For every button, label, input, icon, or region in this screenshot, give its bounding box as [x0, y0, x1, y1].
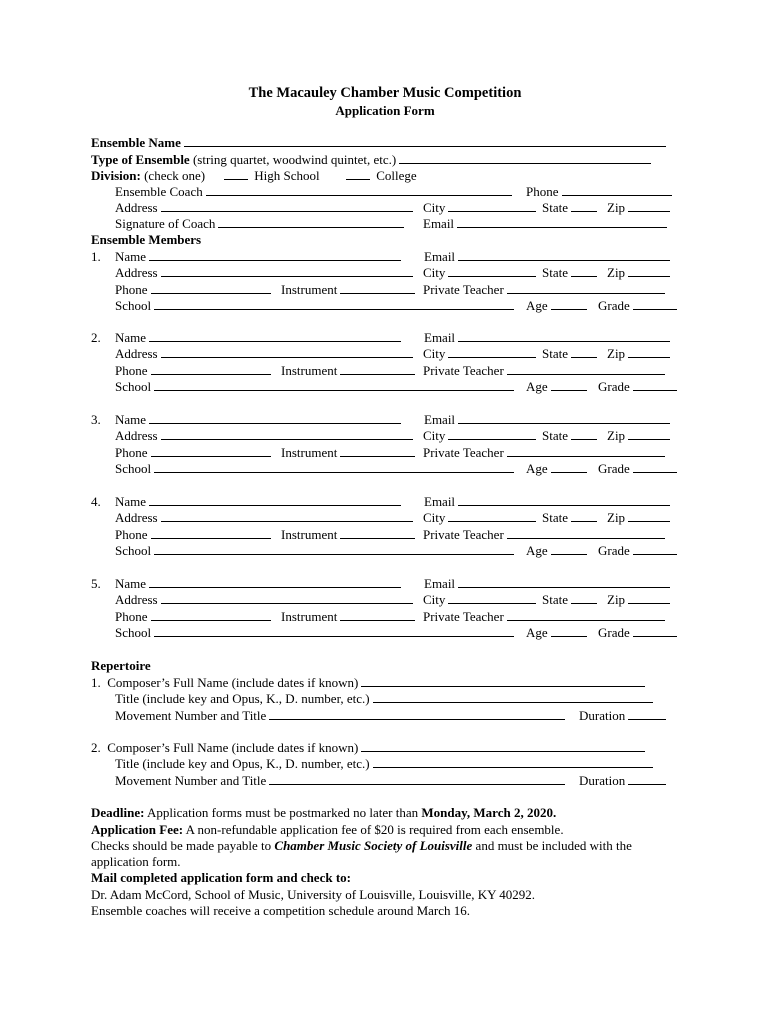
member-age-label: Age	[526, 379, 548, 394]
member-3-address-row	[115, 428, 695, 444]
deadline-label: Deadline:	[91, 805, 145, 820]
member-state-label: State	[542, 592, 568, 607]
member-instrument-label: Instrument	[281, 363, 338, 378]
member-address-label: Address	[115, 510, 158, 525]
member-5-instrument-field[interactable]	[340, 609, 415, 621]
rep-composer-label: Composer’s Full Name (include dates if known)	[107, 675, 359, 690]
member-3-school-row	[115, 461, 695, 477]
member-name-label: Name	[115, 330, 147, 345]
rep-2-movement-row	[115, 773, 695, 789]
member-5-address-field[interactable]	[161, 592, 413, 604]
coach-email-field[interactable]	[457, 216, 667, 228]
member-2-state-field[interactable]	[571, 346, 597, 358]
member-4-age-field[interactable]	[551, 543, 587, 555]
member-5-teacher-field[interactable]	[507, 609, 665, 621]
member-age-label: Age	[526, 298, 548, 313]
member-age-label: Age	[526, 461, 548, 476]
high-school-label: High School	[254, 168, 320, 183]
ensemble-name-row	[91, 135, 669, 151]
ensemble-type-field[interactable]	[399, 152, 651, 164]
member-name-label: Name	[115, 249, 147, 264]
coach-phone-label: Phone	[526, 184, 559, 199]
rep-2-composer-row	[91, 740, 648, 756]
coach-row	[115, 184, 685, 200]
coach-city-label: City	[423, 200, 446, 215]
member-2-grade-field[interactable]	[633, 379, 677, 391]
schedule-note: Ensemble coaches will receive a competition schedule around March 16.	[91, 903, 471, 918]
member-phone-label: Phone	[115, 445, 148, 460]
coach-address-row	[115, 200, 685, 216]
member-zip-label: Zip	[607, 592, 626, 607]
member-3-email-field[interactable]	[458, 412, 670, 424]
rep-2-movement-field[interactable]	[269, 773, 565, 785]
member-5-address-row	[115, 592, 695, 608]
member-3-phone-row	[115, 445, 695, 461]
member-1-school-row	[115, 298, 695, 314]
member-1-teacher-field[interactable]	[507, 282, 665, 294]
coach-email-label: Email	[423, 216, 455, 231]
member-2-name-field[interactable]	[149, 330, 401, 342]
member-teacher-label: Private Teacher	[423, 527, 504, 542]
coach-state-label: State	[542, 200, 568, 215]
member-school-label: School	[115, 461, 152, 476]
coach-field[interactable]	[206, 184, 512, 196]
member-3-city-field[interactable]	[448, 428, 536, 440]
member-number: 5.	[91, 576, 101, 591]
member-1-state-field[interactable]	[571, 265, 597, 277]
member-5-phone-row	[115, 609, 695, 625]
member-3-address-field[interactable]	[161, 428, 413, 440]
rep-2-title-row	[115, 756, 656, 772]
member-phone-label: Phone	[115, 363, 148, 378]
member-zip-label: Zip	[607, 265, 626, 280]
member-1-instrument-field[interactable]	[340, 282, 415, 294]
member-2-instrument-field[interactable]	[340, 363, 415, 375]
rep-number: 2.	[91, 740, 101, 755]
member-2-address-field[interactable]	[161, 346, 413, 358]
signature-row	[115, 216, 685, 232]
member-4-grade-field[interactable]	[633, 543, 677, 555]
member-name-label: Name	[115, 494, 147, 509]
member-5-school-row	[115, 625, 695, 641]
member-city-label: City	[423, 592, 446, 607]
member-2-email-field[interactable]	[458, 330, 670, 342]
member-name-label: Name	[115, 412, 147, 427]
college-label: College	[376, 168, 417, 183]
member-city-label: City	[423, 346, 446, 361]
fee-row	[91, 822, 564, 838]
rep-composer-label: Composer’s Full Name (include dates if known)	[107, 740, 359, 755]
rep-movement-label: Movement Number and Title	[115, 708, 267, 723]
member-number: 3.	[91, 412, 101, 427]
member-teacher-label: Private Teacher	[423, 445, 504, 460]
member-4-name-row	[91, 494, 691, 510]
rep-duration-label: Duration	[579, 708, 626, 723]
member-grade-label: Grade	[598, 379, 630, 394]
member-name-label: Name	[115, 576, 147, 591]
member-age-label: Age	[526, 625, 548, 640]
member-city-label: City	[423, 428, 446, 443]
member-email-label: Email	[424, 494, 456, 509]
division-label: Division:	[91, 168, 141, 183]
rep-1-title-row	[115, 691, 656, 707]
rep-2-title-field[interactable]	[373, 756, 653, 768]
fee-label: Application Fee:	[91, 822, 184, 837]
deadline-row	[91, 805, 556, 821]
member-4-phone-row	[115, 527, 695, 543]
member-4-state-field[interactable]	[571, 510, 597, 522]
member-4-city-field[interactable]	[448, 510, 536, 522]
rep-1-title-field[interactable]	[373, 691, 653, 703]
member-4-email-field[interactable]	[458, 494, 670, 506]
member-5-school-field[interactable]	[154, 625, 514, 637]
coach-address-label: Address	[115, 200, 158, 215]
deadline-text: Application forms must be postmarked no later than	[147, 805, 419, 820]
rep-title-label: Title (include key and Opus, K., D. number, etc.)	[115, 691, 370, 706]
members-heading: Ensemble Members	[91, 232, 202, 247]
member-5-name-row	[91, 576, 691, 592]
member-teacher-label: Private Teacher	[423, 363, 504, 378]
rep-1-duration-field[interactable]	[628, 708, 666, 720]
member-2-school-field[interactable]	[154, 379, 514, 391]
rep-1-movement-row	[115, 708, 695, 724]
checks-row-2: application form.	[91, 854, 181, 869]
member-phone-label: Phone	[115, 609, 148, 624]
member-number: 1.	[91, 249, 101, 264]
member-phone-label: Phone	[115, 282, 148, 297]
member-1-address-field[interactable]	[161, 265, 413, 277]
member-school-label: School	[115, 543, 152, 558]
member-3-state-field[interactable]	[571, 428, 597, 440]
member-state-label: State	[542, 265, 568, 280]
member-2-name-row	[91, 330, 691, 346]
member-3-zip-field[interactable]	[628, 428, 670, 440]
member-3-name-field[interactable]	[149, 412, 401, 424]
division-row	[91, 168, 691, 184]
member-4-zip-field[interactable]	[628, 510, 670, 522]
member-3-school-field[interactable]	[154, 461, 514, 473]
member-school-label: School	[115, 298, 152, 313]
member-3-name-row	[91, 412, 691, 428]
member-1-age-field[interactable]	[551, 298, 587, 310]
member-2-school-row	[115, 379, 695, 395]
member-address-label: Address	[115, 592, 158, 607]
member-number: 4.	[91, 494, 101, 509]
rep-2-composer-field[interactable]	[361, 740, 645, 752]
member-4-instrument-field[interactable]	[340, 527, 415, 539]
signature-label: Signature of Coach	[115, 216, 216, 231]
checks-payee: Chamber Music Society of Louisville	[274, 838, 473, 853]
member-school-label: School	[115, 625, 152, 640]
member-2-address-row	[115, 346, 695, 362]
mail-heading: Mail completed application form and check to:	[91, 870, 351, 885]
mail-address: Dr. Adam McCord, School of Music, University of Louisville, Louisville, KY 40292.	[91, 887, 536, 902]
coach-city-field[interactable]	[448, 200, 536, 212]
member-4-teacher-field[interactable]	[507, 527, 665, 539]
rep-movement-label: Movement Number and Title	[115, 773, 267, 788]
college-checkbox[interactable]	[346, 168, 370, 180]
checks-text-1: Checks should be made payable to	[91, 838, 272, 853]
member-zip-label: Zip	[607, 510, 626, 525]
member-4-address-field[interactable]	[161, 510, 413, 522]
member-grade-label: Grade	[598, 461, 630, 476]
rep-2-duration-field[interactable]	[628, 773, 666, 785]
member-email-label: Email	[424, 330, 456, 345]
member-address-label: Address	[115, 428, 158, 443]
member-email-label: Email	[424, 576, 456, 591]
deadline-date: Monday, March 2, 2020.	[421, 805, 557, 820]
member-1-phone-row	[115, 282, 695, 298]
member-3-teacher-field[interactable]	[507, 445, 665, 457]
fee-text: A non-refundable application fee of $20 is required from each ensemble.	[185, 822, 564, 837]
member-2-teacher-field[interactable]	[507, 363, 665, 375]
member-3-instrument-field[interactable]	[340, 445, 415, 457]
division-hint: (check one)	[144, 168, 206, 183]
rep-duration-label: Duration	[579, 773, 626, 788]
ensemble-name-field[interactable]	[184, 135, 666, 147]
member-email-label: Email	[424, 412, 456, 427]
signature-field[interactable]	[218, 216, 404, 228]
member-address-label: Address	[115, 265, 158, 280]
coach-phone-field[interactable]	[562, 184, 672, 196]
coach-state-field[interactable]	[571, 200, 597, 212]
member-2-zip-field[interactable]	[628, 346, 670, 358]
member-phone-label: Phone	[115, 527, 148, 542]
member-state-label: State	[542, 428, 568, 443]
rep-1-composer-row	[91, 675, 648, 691]
coach-address-field[interactable]	[161, 200, 413, 212]
member-instrument-label: Instrument	[281, 445, 338, 460]
member-1-zip-field[interactable]	[628, 265, 670, 277]
member-email-label: Email	[424, 249, 456, 264]
member-1-school-field[interactable]	[154, 298, 514, 310]
member-5-age-field[interactable]	[551, 625, 587, 637]
member-state-label: State	[542, 346, 568, 361]
member-1-name-row	[91, 249, 691, 265]
member-1-phone-field[interactable]	[151, 282, 271, 294]
member-4-school-row	[115, 543, 695, 559]
member-5-zip-field[interactable]	[628, 592, 670, 604]
member-2-phone-field[interactable]	[151, 363, 271, 375]
member-zip-label: Zip	[607, 428, 626, 443]
ensemble-type-row	[91, 152, 654, 168]
member-instrument-label: Instrument	[281, 609, 338, 624]
member-5-phone-field[interactable]	[151, 609, 271, 621]
member-4-name-field[interactable]	[149, 494, 401, 506]
member-grade-label: Grade	[598, 625, 630, 640]
rep-1-composer-field[interactable]	[361, 675, 645, 687]
member-1-name-field[interactable]	[149, 249, 401, 261]
member-age-label: Age	[526, 543, 548, 558]
member-1-city-field[interactable]	[448, 265, 536, 277]
member-5-name-field[interactable]	[149, 576, 401, 588]
checks-text-2: and must be included with the	[475, 838, 632, 853]
member-state-label: State	[542, 510, 568, 525]
member-2-city-field[interactable]	[448, 346, 536, 358]
ensemble-type-label: Type of Ensemble	[91, 152, 190, 167]
member-school-label: School	[115, 379, 152, 394]
member-5-grade-field[interactable]	[633, 625, 677, 637]
checks-row	[91, 838, 632, 854]
member-grade-label: Grade	[598, 543, 630, 558]
coach-zip-label: Zip	[607, 200, 626, 215]
member-1-grade-field[interactable]	[633, 298, 677, 310]
rep-number: 1.	[91, 675, 101, 690]
member-city-label: City	[423, 265, 446, 280]
repertoire-heading: Repertoire	[91, 658, 151, 673]
coach-zip-field[interactable]	[628, 200, 670, 212]
rep-1-movement-field[interactable]	[269, 708, 565, 720]
member-4-address-row	[115, 510, 695, 526]
ensemble-name-label: Ensemble Name	[91, 135, 181, 150]
member-4-phone-field[interactable]	[151, 527, 271, 539]
member-5-city-field[interactable]	[448, 592, 536, 604]
member-zip-label: Zip	[607, 346, 626, 361]
member-teacher-label: Private Teacher	[423, 282, 504, 297]
coach-label: Ensemble Coach	[115, 184, 203, 199]
form-title: The Macauley Chamber Music Competition	[248, 85, 522, 101]
member-3-age-field[interactable]	[551, 461, 587, 473]
member-5-email-field[interactable]	[458, 576, 670, 588]
member-grade-label: Grade	[598, 298, 630, 313]
high-school-checkbox[interactable]	[224, 168, 248, 180]
member-instrument-label: Instrument	[281, 527, 338, 542]
member-instrument-label: Instrument	[281, 282, 338, 297]
member-city-label: City	[423, 510, 446, 525]
member-teacher-label: Private Teacher	[423, 609, 504, 624]
member-2-phone-row	[115, 363, 695, 379]
member-3-grade-field[interactable]	[633, 461, 677, 473]
member-1-address-row	[115, 265, 695, 281]
member-5-state-field[interactable]	[571, 592, 597, 604]
member-1-email-field[interactable]	[458, 249, 670, 261]
member-2-age-field[interactable]	[551, 379, 587, 391]
form-subtitle: Application Form	[335, 103, 435, 118]
rep-title-label: Title (include key and Opus, K., D. number, etc.)	[115, 756, 370, 771]
member-3-phone-field[interactable]	[151, 445, 271, 457]
member-address-label: Address	[115, 346, 158, 361]
ensemble-type-hint: (string quartet, woodwind quintet, etc.)	[192, 152, 397, 167]
member-number: 2.	[91, 330, 101, 345]
member-4-school-field[interactable]	[154, 543, 514, 555]
